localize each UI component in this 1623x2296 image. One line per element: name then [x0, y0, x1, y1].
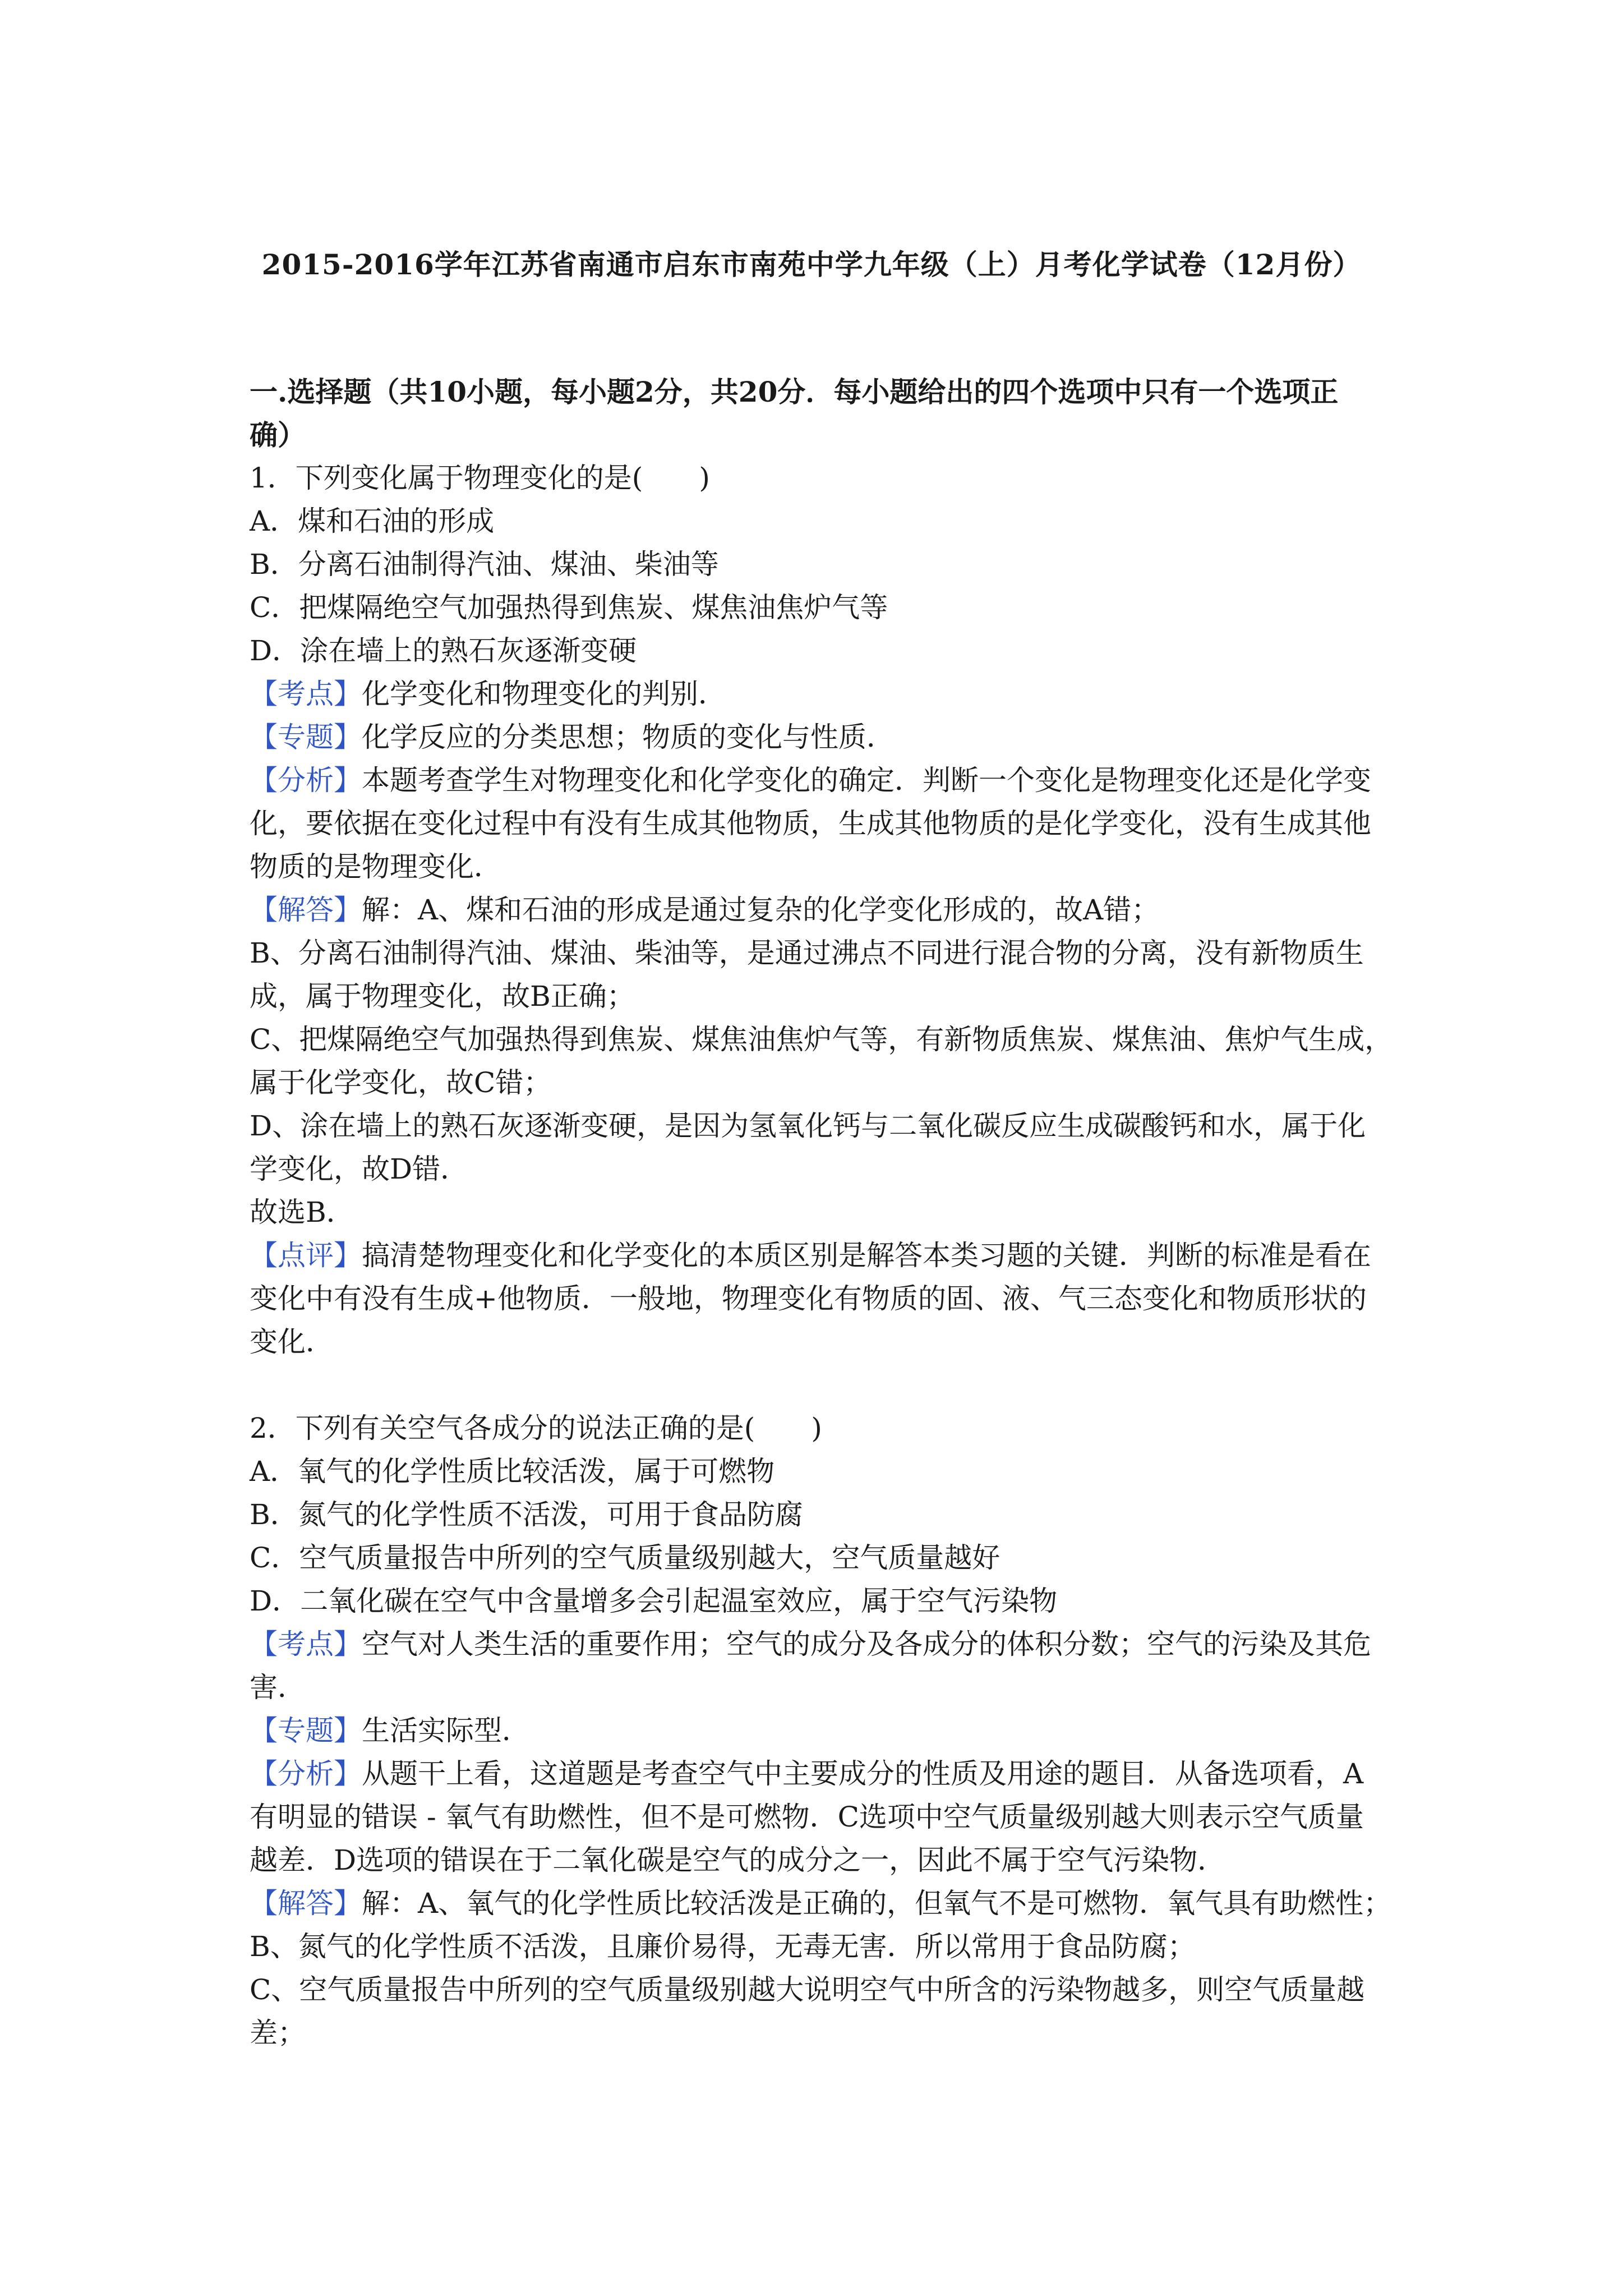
- question-2: [250, 1407, 1399, 2055]
- option-d: D．二氧化碳在空气中含量增多会引起温室效应，属于空气污染物: [250, 1585, 1058, 1617]
- jieda-line: B、氮气的化学性质不活泼，且廉价易得，无毒无害．所以常用于食品防腐；: [250, 1930, 1196, 1963]
- option-a: A．煤和石油的形成: [250, 505, 495, 537]
- jieda-text: 解：A、氧气的化学性质比较活泼是正确的，但氧气不是可燃物．氧气具有助燃性；: [362, 1887, 1392, 1920]
- dianping-line: 变化．: [250, 1326, 334, 1358]
- kaodian-tag: 【考点】: [250, 1628, 362, 1660]
- jieda-tag: 【解答】: [250, 1887, 362, 1920]
- zhuanti-row: [250, 716, 1399, 759]
- option-c: C．空气质量报告中所列的空气质量级别越大，空气质量越好: [250, 1542, 1000, 1574]
- option-b: B．分离石油制得汽油、煤油、柴油等: [250, 548, 719, 581]
- dianping-row: [250, 1234, 1399, 1277]
- fenxi-text: 从题干上看，这道题是考查空气中主要成分的性质及用途的题目．从备选项看，A: [362, 1757, 1364, 1790]
- question-1: [250, 457, 1399, 1364]
- fenxi-line: 物质的是物理变化．: [250, 850, 502, 883]
- jieda-line: 差；: [250, 2017, 306, 2049]
- fenxi-tag: 【分析】: [250, 1757, 362, 1790]
- dianping-tag: 【点评】: [250, 1239, 362, 1272]
- option-d: D．涂在墙上的熟石灰逐渐变硬: [250, 634, 637, 667]
- jieda-row: [250, 889, 1399, 932]
- jieda-line: 成，属于物理变化，故B正确；: [250, 980, 635, 1013]
- exam-title: 2015-2016学年江苏省南通市启东市南苑中学九年级（上）月考化学试卷（12月份）: [261, 248, 1362, 281]
- jieda-line: C、空气质量报告中所列的空气质量级别越大说明空气中所含的污染物越多，则空气质量越: [250, 1973, 1365, 2006]
- kaodian-text: 空气对人类生活的重要作用；空气的成分及各成分的体积分数；空气的污染及其危: [362, 1628, 1371, 1660]
- option-a: A．氧气的化学性质比较活泼，属于可燃物: [250, 1455, 775, 1488]
- zhuanti-tag: 【专题】: [250, 1714, 362, 1747]
- jieda-line: D、涂在墙上的熟石灰逐渐变硬，是因为氢氧化钙与二氧化碳反应生成碳酸钙和水，属于化: [250, 1110, 1366, 1142]
- jieda-tag: 【解答】: [250, 894, 362, 926]
- fenxi-text: 本题考查学生对物理变化和化学变化的确定．判断一个变化是物理变化还是化学变: [362, 764, 1371, 797]
- kaodian-text: 化学变化和物理变化的判别．: [362, 678, 726, 710]
- option-c: C．把煤隔绝空气加强热得到焦炭、煤焦油焦炉气等: [250, 591, 888, 624]
- section-heading-line: 一.选择题（共10小题，每小题2分，共20分．每小题给出的四个选项中只有一个选项正: [250, 375, 1339, 408]
- fenxi-row: [250, 1752, 1399, 1796]
- zhuanti-row: [250, 1709, 1399, 1752]
- dianping-text: 搞清楚物理变化和化学变化的本质区别是解答本类习题的关键．判断的标准是看在: [362, 1239, 1371, 1272]
- question-stem: 2．下列有关空气各成分的说法正确的是( ): [250, 1412, 822, 1444]
- fenxi-line: 越差．D选项的错误在于二氧化碳是空气的成分之一，因此不属于空气污染物．: [250, 1844, 1226, 1876]
- fenxi-tag: 【分析】: [250, 764, 362, 797]
- zhuanti-text: 生活实际型．: [362, 1714, 530, 1747]
- fenxi-line: 有明显的错误 - 氧气有助燃性，但不是可燃物．C选项中空气质量级别越大则表示空气质量: [250, 1801, 1364, 1833]
- jieda-line: 学变化，故D错．: [250, 1153, 469, 1185]
- kaodian-row: [250, 673, 1399, 716]
- jieda-row: [250, 1882, 1399, 1925]
- kaodian-tag: 【考点】: [250, 678, 362, 710]
- jieda-line: 属于化学变化，故C错；: [250, 1066, 552, 1099]
- kaodian-line: 害．: [250, 1671, 306, 1704]
- zhuanti-text: 化学反应的分类思想；物质的变化与性质．: [362, 721, 895, 753]
- fenxi-row: [250, 759, 1399, 802]
- dianping-line: 变化中有没有生成+他物质．一般地，物理变化有物质的固、液、气三态变化和物质形状的: [250, 1282, 1367, 1315]
- jieda-line: C、把煤隔绝空气加强热得到焦炭、煤焦油焦炉气等，有新物质焦炭、煤焦油、焦炉气生成，: [250, 1023, 1393, 1056]
- jieda-line: 故选B．: [250, 1196, 354, 1228]
- option-b: B．氮气的化学性质不活泼，可用于食品防腐: [250, 1498, 803, 1531]
- exam-content: [250, 370, 1399, 2055]
- jieda-line: B、分离石油制得汽油、煤油、柴油等，是通过沸点不同进行混合物的分离，没有新物质生: [250, 937, 1364, 969]
- fenxi-line: 化，要依据在变化过程中有没有生成其他物质，生成其他物质的是化学变化，没有生成其他: [250, 807, 1371, 840]
- section-heading-line: 确）: [250, 418, 306, 452]
- question-stem: 1．下列变化属于物理变化的是( ): [250, 462, 710, 494]
- question-gap: [250, 1364, 1399, 1407]
- zhuanti-tag: 【专题】: [250, 721, 362, 753]
- jieda-text: 解：A、煤和石油的形成是通过复杂的化学变化形成的，故A错；: [362, 894, 1160, 926]
- section-heading: [250, 370, 1399, 457]
- kaodian-row: [250, 1623, 1399, 1666]
